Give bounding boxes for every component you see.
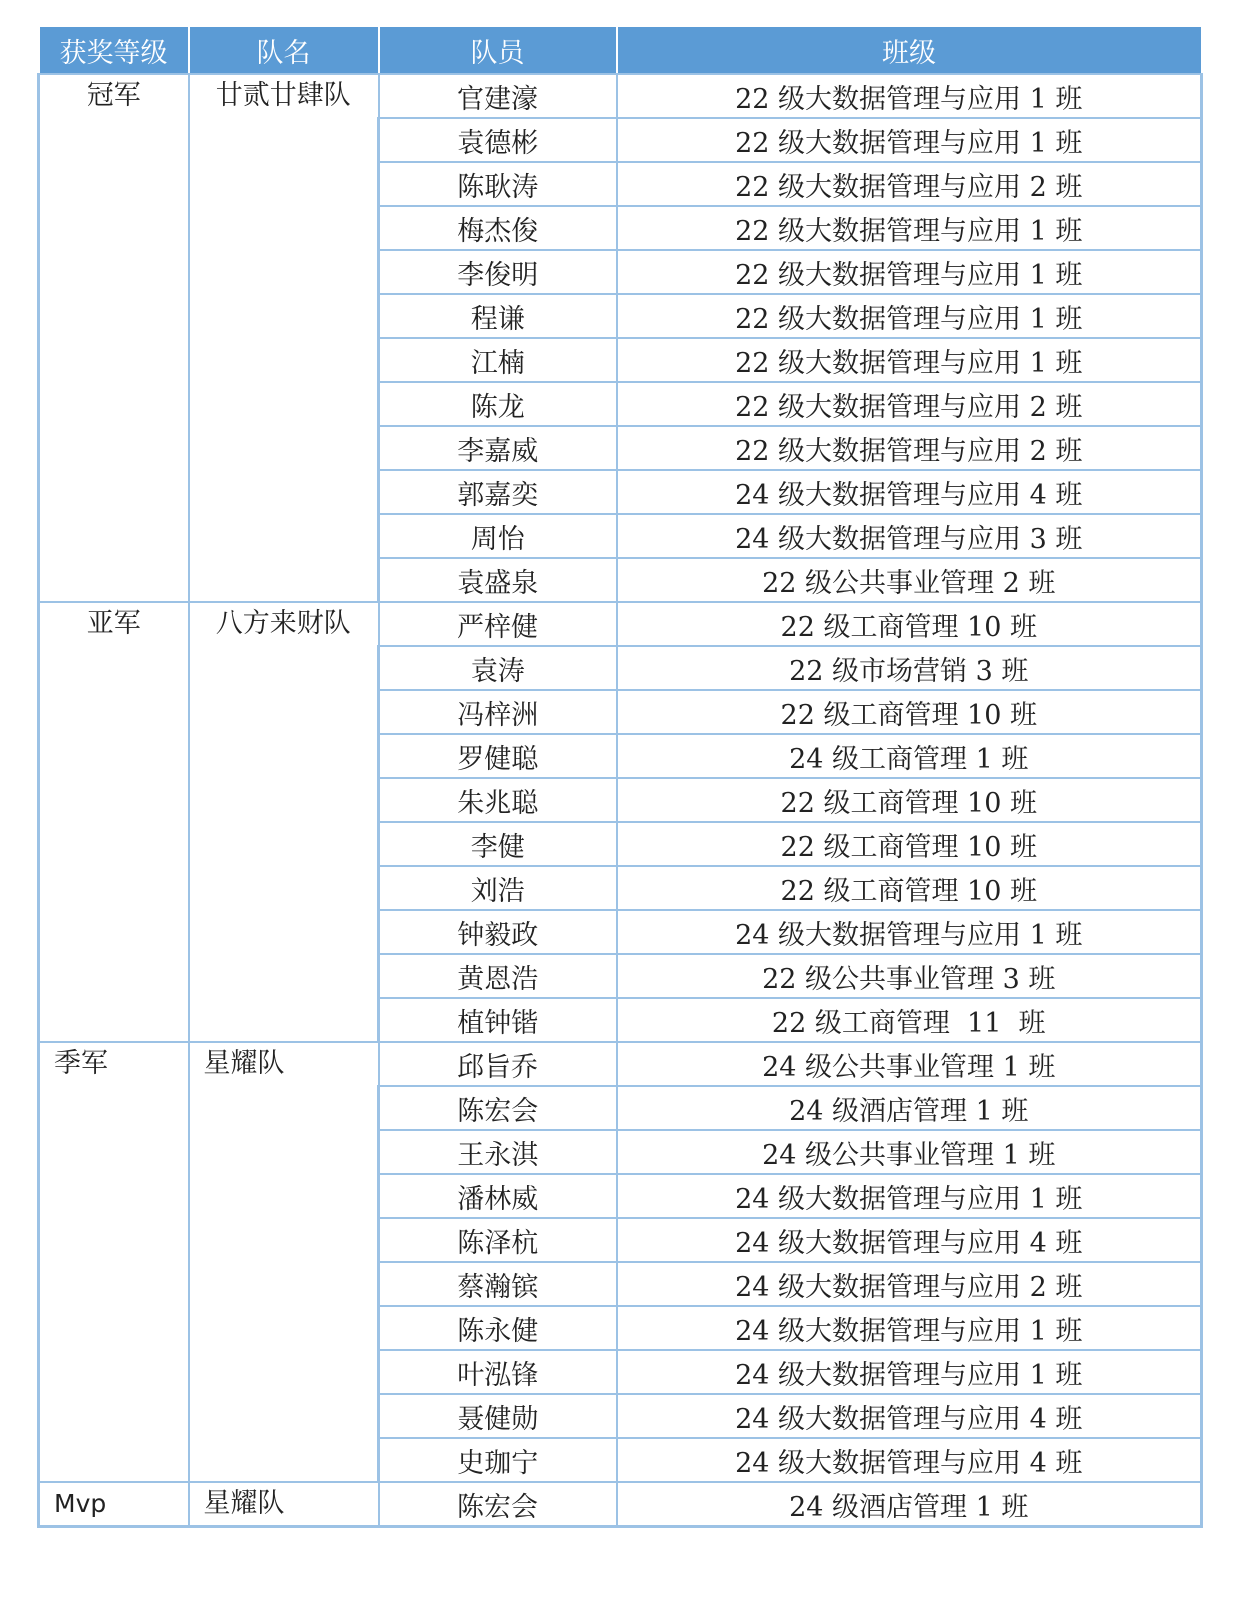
member-name-cell: 冯梓洲 (379, 690, 617, 734)
award-level-cell: 亚军 (39, 602, 189, 1042)
member-name-cell: 黄恩浩 (379, 954, 617, 998)
awards-table (37, 25, 1203, 1528)
member-name-cell: 袁德彬 (379, 118, 617, 162)
member-name-cell: 陈泽杭 (379, 1218, 617, 1262)
class-cell: 24 级大数据管理与应用 4 班 (617, 1218, 1202, 1262)
member-name-cell: 蔡瀚镔 (379, 1262, 617, 1306)
class-cell: 24 级酒店管理 1 班 (617, 1086, 1202, 1130)
class-cell: 22 级工商管理 11 班 (617, 998, 1202, 1042)
class-cell: 24 级大数据管理与应用 1 班 (617, 1350, 1202, 1394)
header-award-level: 获奖等级 (39, 26, 189, 74)
member-name-cell: 潘林威 (379, 1174, 617, 1218)
member-name-cell: 聂健勋 (379, 1394, 617, 1438)
member-name-cell: 植钟锴 (379, 998, 617, 1042)
member-name-cell: 梅杰俊 (379, 206, 617, 250)
class-cell: 24 级公共事业管理 1 班 (617, 1130, 1202, 1174)
class-cell: 22 级大数据管理与应用 1 班 (617, 118, 1202, 162)
member-name-cell: 李健 (379, 822, 617, 866)
class-cell: 24 级公共事业管理 1 班 (617, 1042, 1202, 1086)
member-name-cell: 叶泓锋 (379, 1350, 617, 1394)
member-name-cell: 朱兆聪 (379, 778, 617, 822)
class-cell: 24 级工商管理 1 班 (617, 734, 1202, 778)
class-cell: 22 级市场营销 3 班 (617, 646, 1202, 690)
member-name-cell: 袁涛 (379, 646, 617, 690)
class-cell: 22 级公共事业管理 3 班 (617, 954, 1202, 998)
member-name-cell: 陈宏会 (379, 1086, 617, 1130)
member-name-cell: 邱旨乔 (379, 1042, 617, 1086)
member-name-cell: 史珈宁 (379, 1438, 617, 1482)
award-level-cell: 季军 (39, 1042, 189, 1482)
class-cell: 22 级工商管理 10 班 (617, 866, 1202, 910)
member-name-cell: 江楠 (379, 338, 617, 382)
class-cell: 24 级大数据管理与应用 1 班 (617, 1174, 1202, 1218)
member-name-cell: 陈耿涛 (379, 162, 617, 206)
member-name-cell: 袁盛泉 (379, 558, 617, 602)
team-name-cell: 廿贰廿肆队 (189, 74, 379, 602)
class-cell: 22 级大数据管理与应用 2 班 (617, 382, 1202, 426)
member-name-cell: 严梓健 (379, 602, 617, 646)
team-name-cell: 星耀队 (189, 1042, 379, 1482)
award-level-cell: 冠军 (39, 74, 189, 602)
class-cell: 24 级大数据管理与应用 4 班 (617, 1438, 1202, 1482)
table-row (39, 74, 1202, 118)
member-name-cell: 钟毅政 (379, 910, 617, 954)
class-cell: 22 级公共事业管理 2 班 (617, 558, 1202, 602)
member-name-cell: 陈永健 (379, 1306, 617, 1350)
award-level-cell: Mvp (39, 1482, 189, 1527)
class-cell: 24 级大数据管理与应用 4 班 (617, 1394, 1202, 1438)
member-name-cell: 陈宏会 (379, 1482, 617, 1527)
member-name-cell: 李嘉威 (379, 426, 617, 470)
class-cell: 24 级大数据管理与应用 1 班 (617, 1306, 1202, 1350)
member-name-cell: 官建濠 (379, 74, 617, 118)
member-name-cell: 周怡 (379, 514, 617, 558)
member-name-cell: 程谦 (379, 294, 617, 338)
member-name-cell: 陈龙 (379, 382, 617, 426)
class-cell: 22 级大数据管理与应用 1 班 (617, 74, 1202, 118)
team-name-cell: 星耀队 (189, 1482, 379, 1527)
class-cell: 22 级工商管理 10 班 (617, 822, 1202, 866)
class-cell: 22 级工商管理 10 班 (617, 602, 1202, 646)
table-row (39, 1482, 1202, 1527)
class-cell: 22 级大数据管理与应用 2 班 (617, 162, 1202, 206)
class-cell: 24 级大数据管理与应用 2 班 (617, 1262, 1202, 1306)
class-cell: 22 级大数据管理与应用 1 班 (617, 294, 1202, 338)
team-name-cell: 八方来财队 (189, 602, 379, 1042)
class-cell: 24 级大数据管理与应用 1 班 (617, 910, 1202, 954)
class-cell: 22 级大数据管理与应用 2 班 (617, 426, 1202, 470)
header-team-name: 队名 (189, 26, 379, 74)
class-cell: 22 级大数据管理与应用 1 班 (617, 338, 1202, 382)
table-row (39, 1042, 1202, 1086)
table-body (39, 74, 1202, 1527)
class-cell: 22 级大数据管理与应用 1 班 (617, 206, 1202, 250)
class-cell: 22 级大数据管理与应用 1 班 (617, 250, 1202, 294)
header-class: 班级 (617, 26, 1202, 74)
member-name-cell: 李俊明 (379, 250, 617, 294)
member-name-cell: 王永淇 (379, 1130, 617, 1174)
class-cell: 22 级工商管理 10 班 (617, 690, 1202, 734)
class-cell: 24 级酒店管理 1 班 (617, 1482, 1202, 1527)
table-row (39, 602, 1202, 646)
header-member: 队员 (379, 26, 617, 74)
table-header (39, 26, 1202, 74)
member-name-cell: 刘浩 (379, 866, 617, 910)
class-cell: 22 级工商管理 10 班 (617, 778, 1202, 822)
class-cell: 24 级大数据管理与应用 3 班 (617, 514, 1202, 558)
member-name-cell: 罗健聪 (379, 734, 617, 778)
class-cell: 24 级大数据管理与应用 4 班 (617, 470, 1202, 514)
header-row (39, 26, 1202, 74)
member-name-cell: 郭嘉奕 (379, 470, 617, 514)
